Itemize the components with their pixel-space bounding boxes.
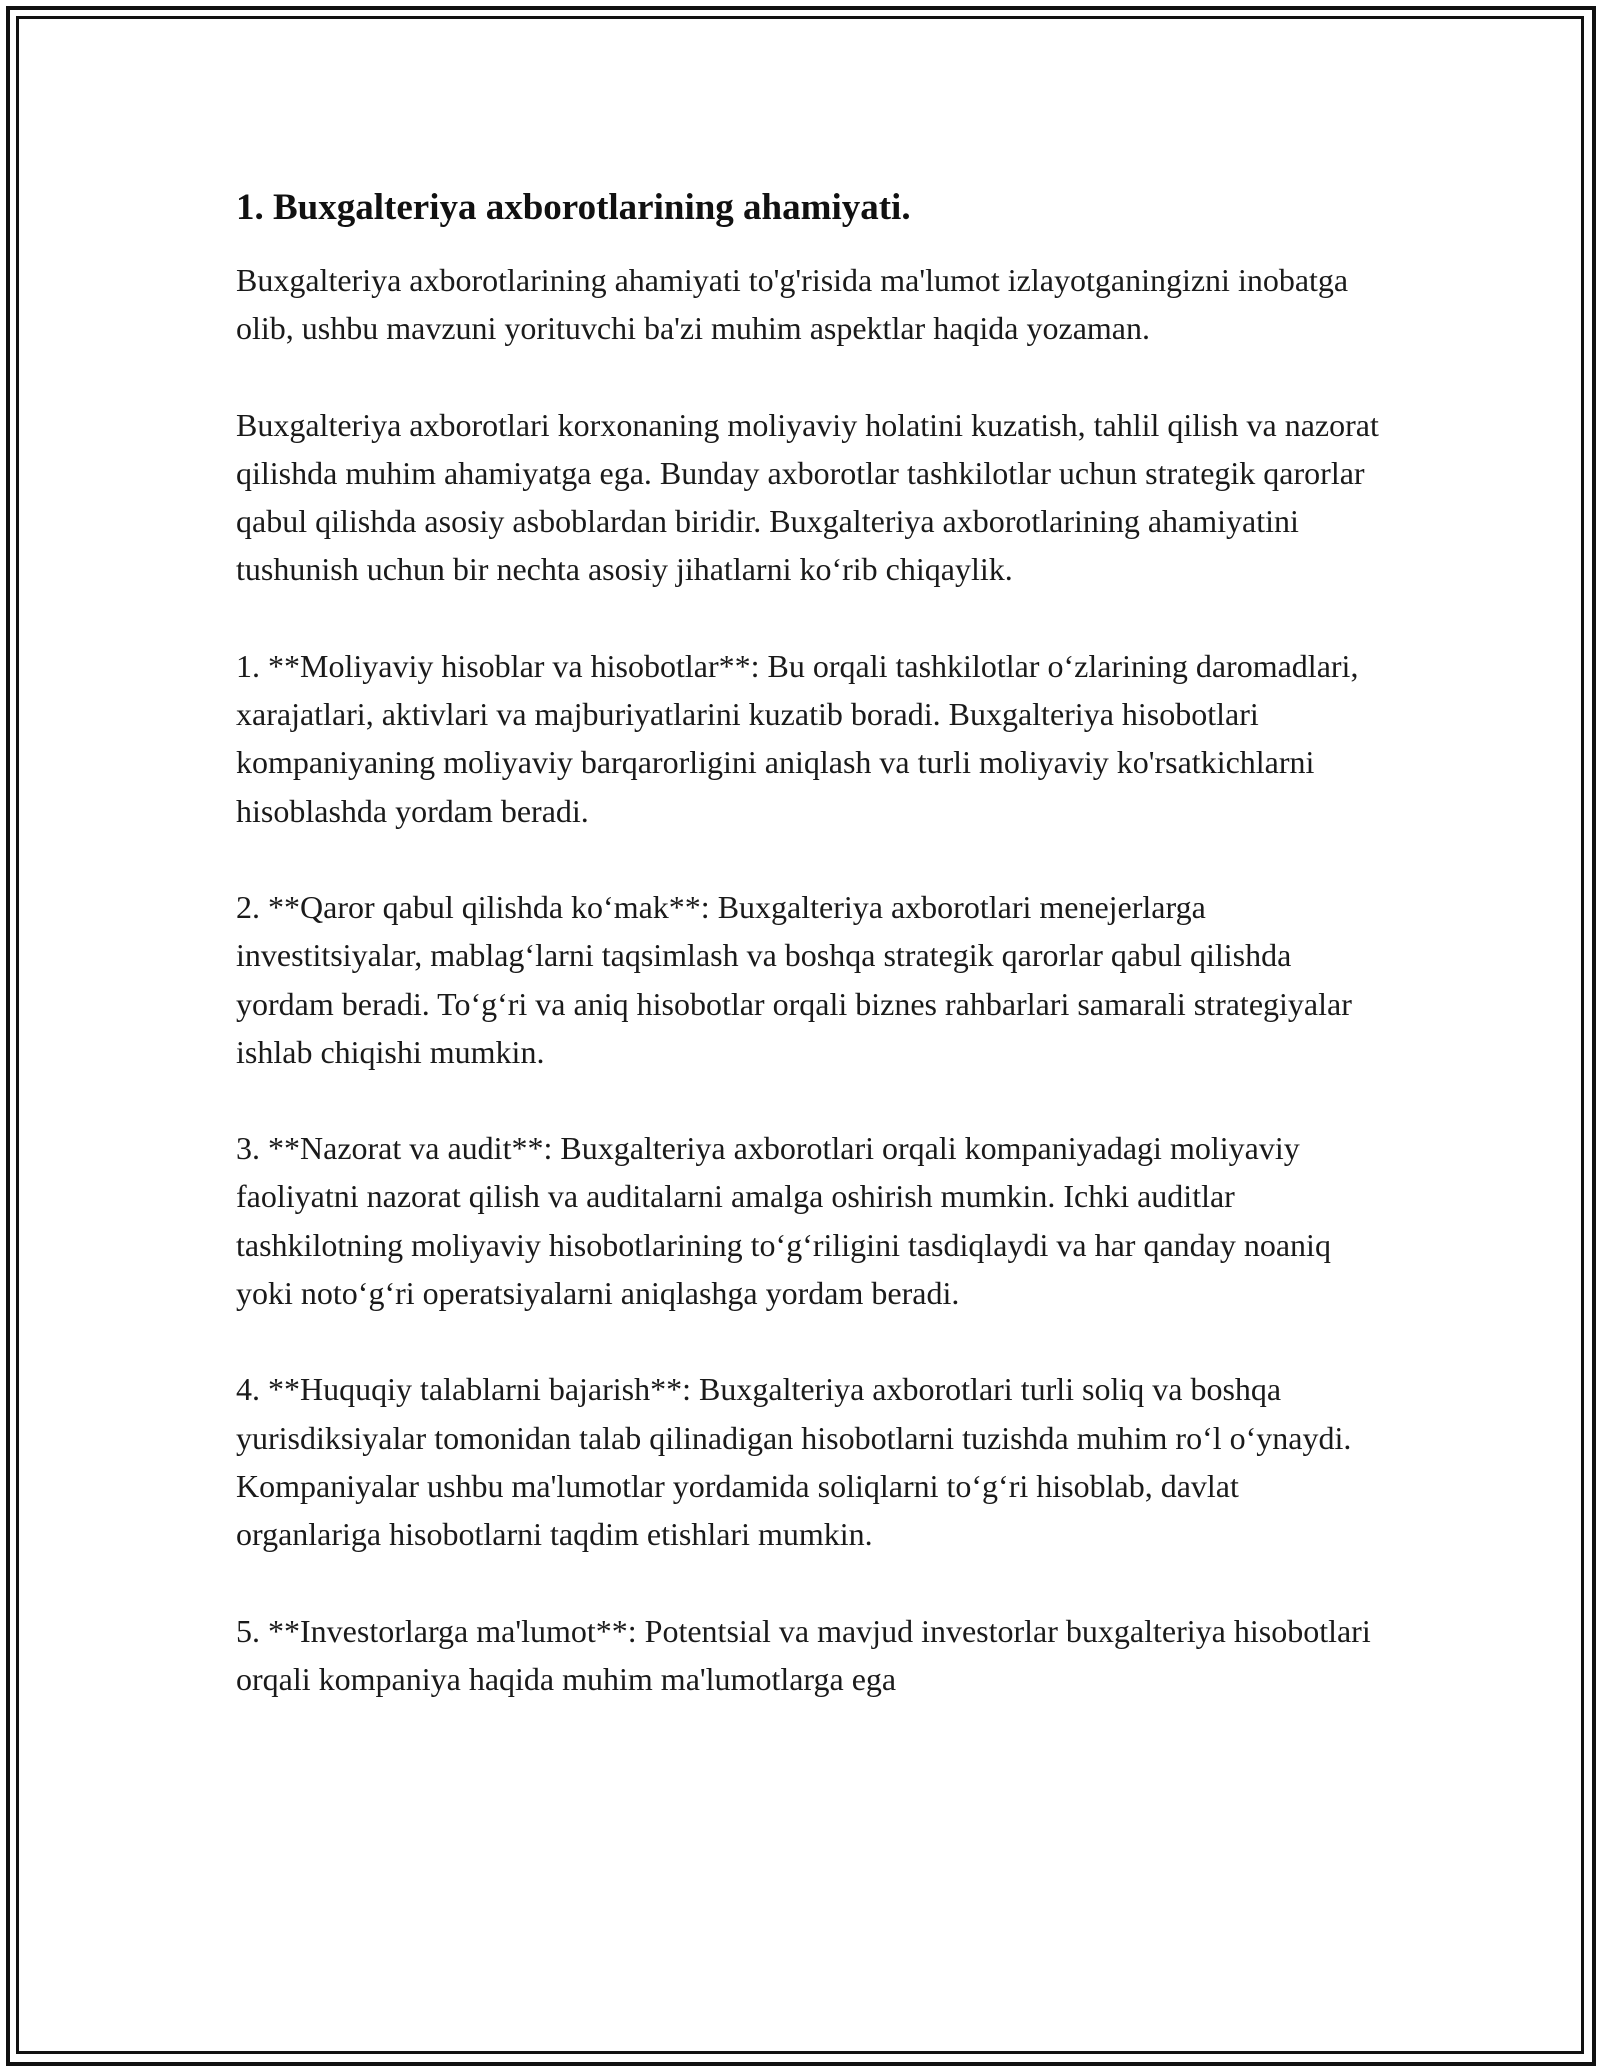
list-item-control-audit: 3. **Nazorat va audit**: Buxgalteriya axborotlari orqali kompaniyadagi moliyaviy faoliyatni nazorat qilish va auditalarni amalga oshirish mumkin. Ichki auditlar tashkilotning moliyaviy hisobotlarining toʻgʻriligini tasdiqlaydi va har qanday noaniq yoki notoʻgʻri operatsiyalarni aniqlashga yordam beradi. [236, 1130, 1331, 1312]
list-item-investor-info: 5. **Investorlarga ma'lumot**: Potentsial va mavjud investorlar buxgalteriya hisobotlari orqali kompaniya haqida muhim ma'lumotlarga ega [236, 1612, 1371, 1697]
list-item-decision-support: 2. **Qaror qabul qilishda koʻmak**: Buxgalteriya axborotlari menejerlarga investitsiyalar, mablagʻlarni taqsimlash va boshqa strategik qarorlar qabul qilishda yordam beradi. Toʻgʻri va aniq hisobotlar orqali biznes rahbarlari samarali strategiyalar ishlab chiqishi mumkin. [236, 888, 1352, 1070]
intro-paragraph: Buxgalteriya axborotlarining ahamiyati to'g'risida ma'lumot izlayotganingizni inobatga olib, ushbu mavzuni yorituvchi ba'zi muhim aspektlar haqida yozaman. [236, 262, 1349, 347]
list-item-financial-reports: 1. **Moliyaviy hisoblar va hisobotlar**: Bu orqali tashkilotlar oʻzlarining daromadlari, xarajatlari, aktivlari va majburiyatlarini kuzatib boradi. Buxgalteriya hisobotlari kompaniyaning moliyaviy barqarorligini aniqlash va turli moliyaviy ko'rsatkichlarni hisoblashda yordam beradi. [236, 647, 1359, 829]
document-title: 1. Buxgalteriya axborotlarining ahamiyati. [236, 187, 911, 228]
list-item-legal-compliance: 4. **Huquqiy talablarni bajarish**: Buxgalteriya axborotlari turli soliq va boshqa yurisdiksiyalar tomonidan talab qilinadigan hisobotlarni tuzishda muhim roʻl oʻynaydi. Kompaniyalar ushbu ma'lumotlar yordamida soliqlarni toʻgʻri hisoblab, davlat organlariga hisobotlarni taqdim etishlari mumkin. [236, 1371, 1352, 1553]
overview-paragraph: Buxgalteriya axborotlari korxonaning moliyaviy holatini kuzatish, tahlil qilish va nazorat qilishda muhim ahamiyatga ega. Bunday axborotlar tashkilotlar uchun strategik qarorlar qabul qilishda asosiy asboblardan biridir. Buxgalteriya axborotlarining ahamiyatini tushunish uchun bir nechta asosiy jihatlarni koʻrib chiqaylik. [236, 406, 1379, 588]
document-body [236, 184, 1386, 1751]
